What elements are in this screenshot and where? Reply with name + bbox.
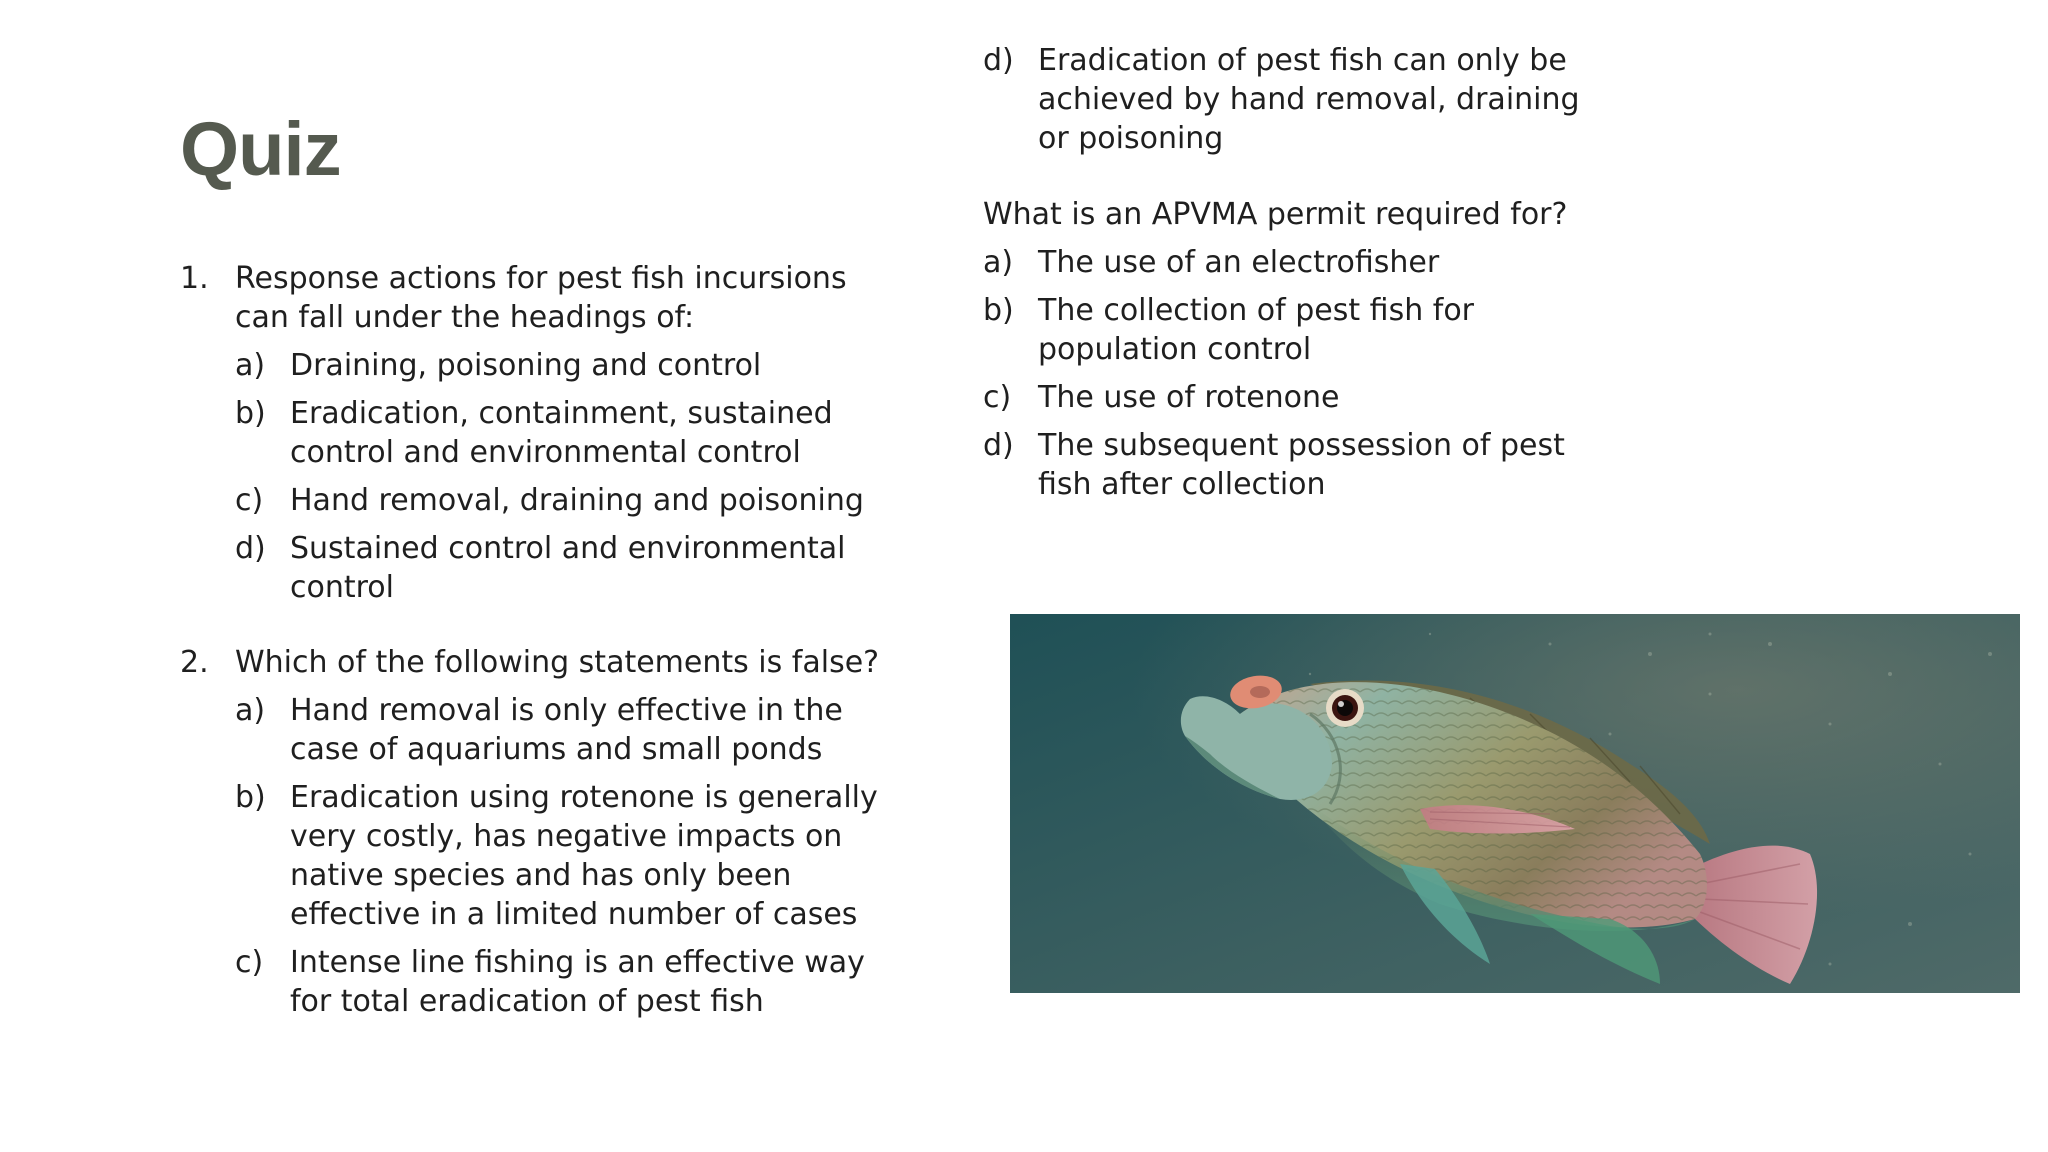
option-c — [235, 481, 880, 520]
question-text: Which of the following statements is false? — [235, 645, 880, 680]
fish-illustration — [1010, 614, 2020, 993]
option-d — [983, 426, 1603, 504]
option-b — [235, 778, 880, 934]
option-letter: d) — [983, 43, 1014, 78]
option-letter: d) — [983, 428, 1014, 463]
option-list — [235, 691, 880, 1021]
option-letter: c) — [983, 380, 1012, 415]
option-letter: b) — [235, 396, 266, 431]
option-text: The subsequent possession of pest fish after collection — [1038, 428, 1565, 502]
option-letter: b) — [235, 780, 266, 815]
question-text: What is an APVMA permit required for? — [983, 197, 1568, 232]
left-column — [180, 259, 880, 1021]
question-number: 1. — [180, 261, 209, 296]
option-letter: c) — [235, 483, 264, 518]
option-text: Hand removal is only effective in the case of aquariums and small ponds — [290, 693, 843, 767]
option-letter: c) — [235, 945, 264, 980]
question-stem — [180, 643, 880, 682]
option-list — [235, 346, 880, 607]
option-text: The collection of pest fish for population control — [1038, 293, 1475, 367]
question-2-continued — [983, 41, 1603, 158]
option-b — [235, 394, 880, 472]
option-list — [983, 243, 1603, 504]
option-d — [983, 41, 1603, 158]
option-text: The use of rotenone — [1038, 380, 1340, 415]
option-a — [235, 346, 880, 385]
question-2 — [180, 643, 880, 1021]
option-text: Hand removal, draining and poisoning — [290, 483, 864, 518]
option-a — [983, 243, 1603, 282]
option-text: Eradication of pest fish can only be achieved by hand removal, draining or poisoning — [1038, 43, 1580, 156]
option-text: Eradication using rotenone is generally very costly, has negative impacts on native species and has only been effective in a limited number of cases — [290, 780, 878, 932]
question-1 — [180, 259, 880, 607]
option-text: The use of an electrofisher — [1038, 245, 1440, 280]
right-column — [983, 41, 1603, 504]
option-text: Intense line fishing is an effective way for total eradication of pest fish — [290, 945, 865, 1019]
question-3 — [983, 195, 1603, 504]
option-c — [983, 378, 1603, 417]
option-text: Draining, poisoning and control — [290, 348, 762, 383]
option-d — [235, 529, 880, 607]
fish-photo — [1010, 614, 2020, 993]
option-letter: b) — [983, 293, 1014, 328]
question-number: 2. — [180, 645, 209, 680]
option-letter: d) — [235, 531, 266, 566]
slide-title: Quiz — [180, 107, 341, 192]
option-letter: a) — [235, 693, 266, 728]
option-letter: a) — [235, 348, 266, 383]
question-text: Response actions for pest fish incursions can fall under the headings of: — [235, 261, 847, 335]
question-stem — [180, 259, 880, 337]
option-a — [235, 691, 880, 769]
option-letter: a) — [983, 245, 1014, 280]
option-text: Eradication, containment, sustained control and environmental control — [290, 396, 833, 470]
option-b — [983, 291, 1603, 369]
option-text: Sustained control and environmental control — [290, 531, 846, 605]
option-c — [235, 943, 880, 1021]
